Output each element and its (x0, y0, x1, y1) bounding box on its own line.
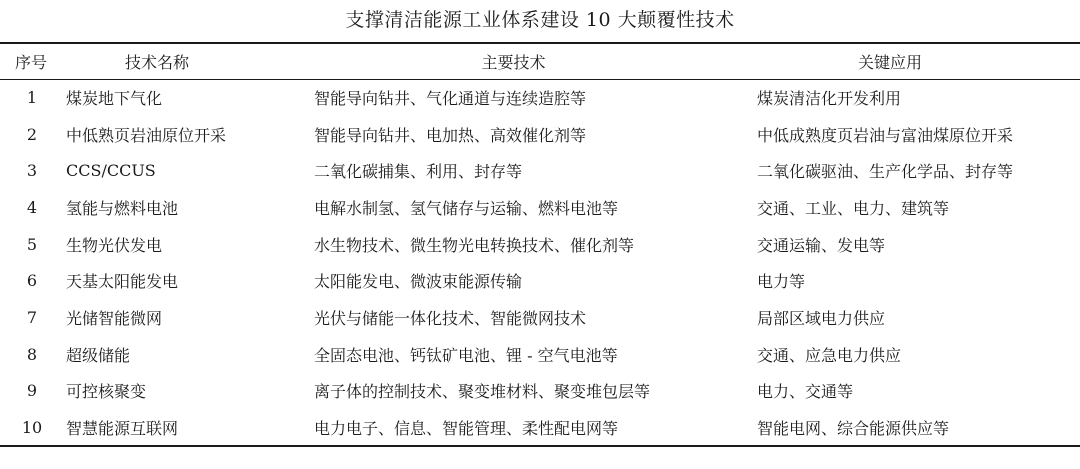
cell-key-application: 煤炭清洁化开发利用 (757, 89, 902, 109)
cell-serial-number: 7 (26, 307, 38, 327)
table-body (0, 79, 1080, 446)
cell-serial-number: 9 (26, 381, 38, 401)
table-row (0, 226, 1080, 263)
cell-key-application: 智能电网、综合能源供应等 (757, 418, 950, 438)
table-row (0, 116, 1080, 153)
cell-key-application: 交通、工业、电力、建筑等 (757, 198, 950, 218)
cell-serial-number: 8 (26, 344, 38, 364)
cell-main-technology: 电解水制氢、氢气储存与运输、燃料电池等 (314, 198, 619, 218)
table-row (0, 336, 1080, 373)
table-row (0, 373, 1080, 410)
cell-technology-name: 煤炭地下气化 (66, 89, 163, 109)
cell-key-application: 局部区域电力供应 (757, 308, 886, 328)
cell-technology-name: 智慧能源互联网 (66, 418, 179, 438)
cell-serial-number: 5 (26, 234, 38, 254)
cell-technology-name: 超级储能 (66, 345, 131, 365)
cell-key-application: 交通运输、发电等 (757, 235, 886, 255)
cell-main-technology: 智能导向钻井、电加热、高效催化剂等 (314, 125, 587, 145)
header-serial-number: 序号 (14, 52, 47, 72)
cell-serial-number: 2 (26, 124, 38, 144)
cell-main-technology: 离子体的控制技术、聚变堆材料、聚变堆包层等 (314, 382, 651, 402)
cell-technology-name: 光储智能微网 (66, 308, 163, 328)
cell-key-application: 电力、交通等 (757, 382, 854, 402)
table-row (0, 152, 1080, 189)
table-row (0, 262, 1080, 299)
cell-key-application: 二氧化碳驱油、生产化学品、封存等 (757, 162, 1014, 182)
cell-main-technology: 太阳能发电、微波束能源传输 (314, 272, 523, 292)
cell-key-application: 中低成熟度页岩油与富油煤原位开采 (757, 125, 1014, 145)
cell-main-technology: 二氧化碳捕集、利用、封存等 (314, 162, 523, 182)
cell-main-technology: 光伏与储能一体化技术、智能微网技术 (314, 308, 587, 328)
cell-technology-name: 天基太阳能发电 (66, 272, 179, 292)
cell-technology-name: 中低熟页岩油原位开采 (66, 125, 227, 145)
cell-technology-name: 生物光伏发电 (66, 235, 163, 255)
cell-serial-number: 1 (26, 88, 38, 108)
table-header (0, 43, 1080, 79)
table-row (0, 189, 1080, 226)
cell-main-technology: 电力电子、信息、智能管理、柔性配电网等 (314, 418, 619, 438)
header-key-application: 关键应用 (857, 52, 922, 72)
cell-main-technology: 智能导向钻井、气化通道与连续造腔等 (314, 89, 587, 109)
cell-technology-name: CCS/CCUS (66, 161, 156, 181)
header-row (0, 43, 1080, 79)
cell-main-technology: 水生物技术、微生物光电转换技术、催化剂等 (314, 235, 635, 255)
cell-key-application: 电力等 (757, 272, 806, 292)
table-row (0, 299, 1080, 336)
cell-serial-number: 4 (26, 197, 38, 217)
table-row (0, 79, 1080, 116)
technology-table (0, 42, 1080, 447)
cell-key-application: 交通、应急电力供应 (757, 345, 902, 365)
cell-technology-name: 氢能与燃料电池 (66, 198, 179, 218)
table-title: 支撑清洁能源工业体系建设 10 大颠覆性技术 (345, 9, 735, 31)
cell-serial-number: 10 (21, 417, 43, 437)
header-technology-name: 技术名称 (124, 52, 189, 72)
cell-technology-name: 可控核聚变 (66, 382, 147, 402)
header-main-technology: 主要技术 (481, 52, 546, 72)
table-row (0, 409, 1080, 446)
cell-serial-number: 3 (26, 161, 38, 181)
cell-main-technology: 全固态电池、钙钛矿电池、锂 - 空气电池等 (314, 345, 618, 365)
cell-serial-number: 6 (26, 271, 38, 291)
